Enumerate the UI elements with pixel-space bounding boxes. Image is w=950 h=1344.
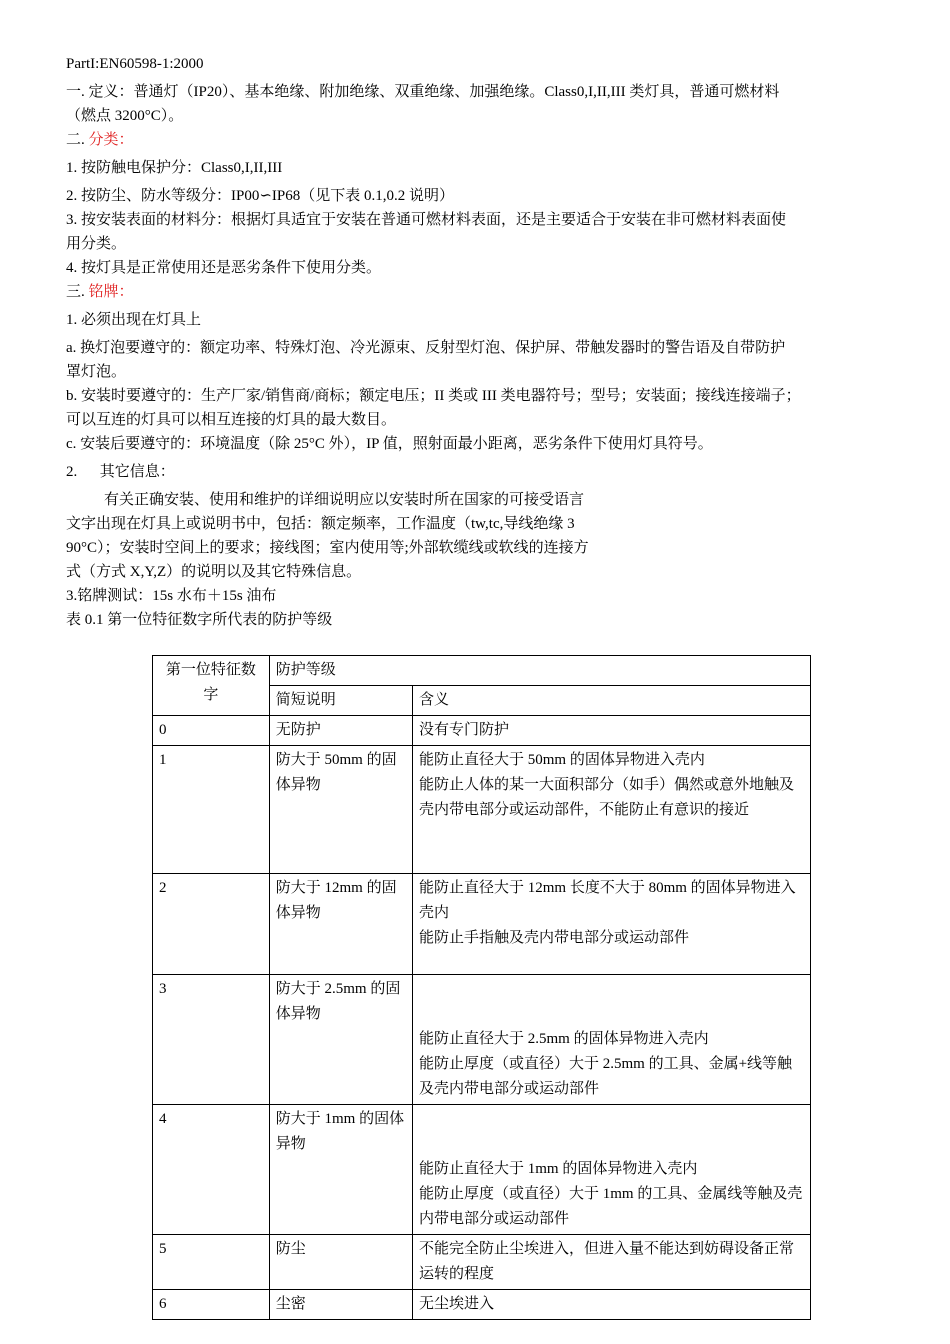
row-meaning: 能防止直径大于 50mm 的固体异物进入壳内 能防止人体的某一大面积部分（如手）偶然或意外地触及壳内带电部分或运动部件，不能防止有意识的接近	[413, 746, 811, 874]
row-short: 防尘	[269, 1235, 412, 1290]
nameplate-heading: 三. 铭牌：	[66, 284, 134, 300]
nameplate-b-line-1: b. 安装时要遵守的：生产厂家/销售商/商标；额定电压；II 类或 III 类电器符号；型号；安装面；接线连接端子；	[66, 388, 801, 404]
nameplate-c-line: c. 安装后要遵守的：环境温度（除 25°C 外），IP 值，照射面最小距离，恶劣条件下使用灯具符号。	[66, 436, 713, 452]
table-row	[153, 975, 811, 1105]
doc-title: PartI:EN60598-1:2000	[66, 56, 204, 72]
row-digit: 5	[153, 1235, 270, 1290]
header-protection-level: 防护等级	[269, 656, 810, 686]
table-row	[153, 874, 811, 975]
other-info-line-4: 式（方式 X,Y,Z）的说明以及其它特殊信息。	[66, 564, 362, 580]
document-body	[66, 52, 890, 632]
nameplate-heading-label: 铭牌	[88, 284, 119, 300]
classification-item-3: 3. 按安装表面的材料分：根据灯具适宜于安装在普通可燃材料表面，还是主要适合于安装在非可燃材料表面使	[66, 212, 787, 228]
table-row	[153, 1290, 811, 1320]
classification-item-2: 2. 按防尘、防水等级分：IP00∽IP68（见下表 0.1,0.2 说明）	[66, 188, 454, 204]
row-meaning: 能防止直径大于 2.5mm 的固体异物进入壳内 能防止厚度（或直径）大于 2.5mm 的工具、金属+线等触及壳内带电部分或运动部件	[413, 975, 811, 1105]
header-meaning: 含义	[413, 686, 811, 716]
row-digit: 2	[153, 874, 270, 975]
protection-level-table	[152, 655, 811, 1320]
row-digit: 4	[153, 1105, 270, 1235]
nameplate-b-line-2: 可以互连的灯具可以相互连接的灯具的最大数目。	[66, 412, 397, 428]
nameplate-item-1: 1. 必须出现在灯具上	[66, 312, 202, 328]
row-meaning: 能防止直径大于 12mm 长度不大于 80mm 的固体异物进入壳内 能防止手指触及壳内带电部分或运动部件	[413, 874, 811, 975]
row-meaning: 无尘埃进入	[413, 1290, 811, 1320]
definition-line-2: （燃点 3200°C）。	[66, 108, 184, 124]
row-digit: 3	[153, 975, 270, 1105]
other-info-line-2: 文字出现在灯具上或说明书中，包括：额定频率，工作温度（tw,tc,导线绝缘 3	[66, 516, 575, 532]
row-short: 防大于 1mm 的固体异物	[269, 1105, 412, 1235]
other-info-line-1: 有关正确安装、使用和维护的详细说明应以安装时所在国家的可接受语言	[104, 492, 585, 508]
table-row	[153, 746, 811, 874]
definition-line-1: 一. 定义：普通灯（IP20）、基本绝缘、附加绝缘、双重绝缘、加强绝缘。Class0,I,II,III 类灯具，普通可燃材料	[66, 84, 780, 100]
row-meaning: 能防止直径大于 1mm 的固体异物进入壳内 能防止厚度（或直径）大于 1mm 的工具、金属线等触及壳内带电部分或运动部件	[413, 1105, 811, 1235]
nameplate-item-2: 2. 其它信息：	[66, 464, 175, 480]
row-meaning: 没有专门防护	[413, 716, 811, 746]
table-row	[153, 1105, 811, 1235]
nameplate-a-line-1: a. 换灯泡要遵守的：额定功率、特殊灯泡、冷光源束、反射型灯泡、保护屏、带触发器时的警告语及自带防护	[66, 340, 786, 356]
row-short: 防大于 12mm 的固体异物	[269, 874, 412, 975]
table-caption: 表 0.1 第一位特征数字所代表的防护等级	[66, 612, 333, 628]
row-meaning: 不能完全防止尘埃进入，但进入量不能达到妨碍设备正常运转的程度	[413, 1235, 811, 1290]
table-row	[153, 716, 811, 746]
classification-heading: 二. 分类：	[66, 132, 134, 148]
table-row	[153, 1235, 811, 1290]
classification-item-1: 1. 按防触电保护分：Class0,I,II,III	[66, 160, 283, 176]
row-short: 无防护	[269, 716, 412, 746]
other-info-line-3: 90°C）；安装时空间上的要求；接线图；室内使用等;外部软缆线或软线的连接方	[66, 540, 589, 556]
row-short: 防大于 2.5mm 的固体异物	[269, 975, 412, 1105]
classification-heading-label: 分类	[88, 132, 119, 148]
row-short: 尘密	[269, 1290, 412, 1320]
row-short: 防大于 50mm 的固体异物	[269, 746, 412, 874]
header-short-description: 简短说明	[269, 686, 412, 716]
row-digit: 0	[153, 716, 270, 746]
row-digit: 1	[153, 746, 270, 874]
header-first-digit: 第一位特征数字	[153, 656, 270, 716]
classification-item-3-cont: 用分类。	[66, 236, 127, 252]
row-digit: 6	[153, 1290, 270, 1320]
classification-item-4: 4. 按灯具是正常使用还是恶劣条件下使用分类。	[66, 260, 382, 276]
nameplate-item-3: 3.铭牌测试：15s 水布＋15s 油布	[66, 588, 277, 604]
nameplate-a-line-2: 罩灯泡。	[66, 364, 127, 380]
